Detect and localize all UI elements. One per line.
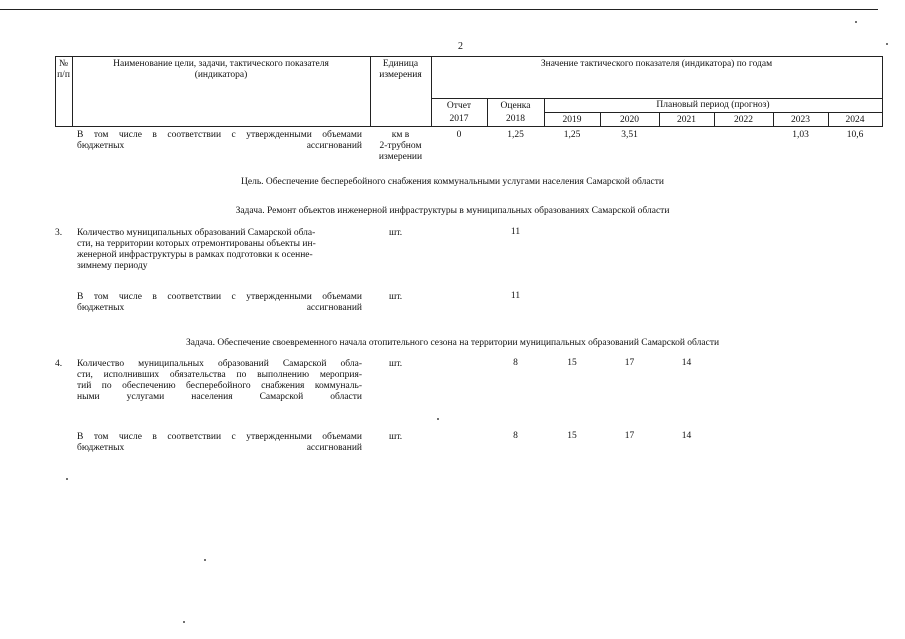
header-unit: Единица измерения [379,59,422,80]
task-heading: Задача. Ремонт объектов инженерной инфраструктуры в муниципальных образованиях Самарской области [235,206,670,216]
row-unit: шт. [389,359,403,369]
header-year: 2021 [677,115,696,125]
header-divider [431,98,882,99]
scan-speck [204,559,206,561]
row-unit: шт. [389,432,403,442]
row-value: 15 [567,431,577,441]
header-year: 2019 [562,115,582,125]
row-number: 3. [55,228,63,238]
row-value: 14 [681,358,692,368]
header-values: Значение тактического показателя (индикатора) по годам [540,59,773,69]
row-value: 1,03 [792,130,809,140]
header-plan-period: Плановый период (прогноз) [656,100,770,110]
header-year: 2023 [791,115,810,125]
row-value: 1,25 [507,130,524,140]
header-estimate: Оценка [500,101,531,111]
scan-speck [66,478,68,480]
scan-speck [886,43,888,45]
scan-speck [437,418,439,420]
header-divider [544,112,882,113]
task-heading: Задача. Обеспечение своевременного начала отопительного сезона на территории муниципальных образований Самарской области [185,338,720,348]
row-value: 8 [513,431,518,441]
row-value: 11 [510,291,521,301]
top-rule [0,9,878,10]
header-name: Наименование цели, задачи, тактического показателя (индикатора) [113,59,329,80]
header-year: 2024 [845,115,865,125]
row-name: В том числе в соответствии с утвержденными объемами бюджетных ассигнований [77,292,362,313]
row-value: 3,51 [621,130,638,140]
row-name: Количество муниципальных образований Самарской обла- сти, на территории которых отремонтированы объекты ин- женерной инфраструктуры в рамках подготовки к осенне- зимнему периоду [77,228,316,271]
row-value: 11 [510,227,521,237]
row-value: 0 [456,130,462,140]
row-value: 17 [624,431,635,441]
header-year: 2017 [449,114,469,124]
header-year: 2020 [620,115,639,125]
scan-speck [183,621,185,623]
header-year: 2018 [506,114,525,124]
row-name: В том числе в соответствии с утвержденными объемами бюджетных ассигнований [77,130,362,151]
row-value: 14 [681,431,692,441]
row-unit: шт. [389,228,403,238]
header-num: № п/п [57,59,70,80]
row-value: 15 [567,358,577,368]
row-value: 1,25 [563,130,581,140]
row-unit: км в 2-трубном измерении [378,130,423,162]
scan-speck [855,21,857,23]
row-unit: шт. [389,292,403,302]
row-value: 8 [513,358,518,368]
header-year: 2022 [734,115,753,125]
page-number: 2 [458,41,463,52]
row-value: 10,6 [846,130,864,140]
row-name: Количество муниципальных образований Самарской обла- сти, исполнивших обязательства по выполнению мероприя- тий по обеспечению бесперебойного снабжения коммуналь- ными услугами населения Самарской области [77,359,362,402]
row-value: 17 [624,358,635,368]
header-report: Отчет [446,101,472,111]
row-number: 4. [55,359,63,369]
goal-heading: Цель. Обеспечение бесперебойного снабжения коммунальными услугами населения Самарской области [241,177,664,187]
row-name: В том числе в соответствии с утвержденными объемами бюджетных ассигнований [77,432,362,453]
